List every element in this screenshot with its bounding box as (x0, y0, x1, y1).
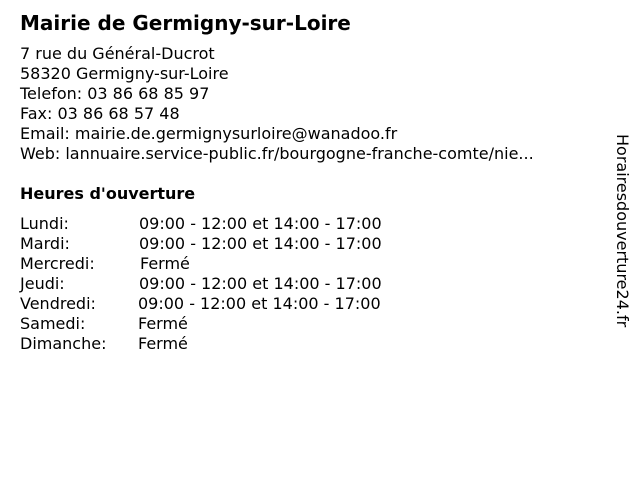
day-label: Dimanche: (20, 334, 107, 353)
site-watermark: Horairesdouverture24.fr (613, 134, 632, 328)
hours-value: 09:00 - 12:00 et 14:00 - 17:00 (139, 214, 382, 233)
phone-number: Telefon: 03 86 68 85 97 (20, 84, 210, 103)
city-address: 58320 Germigny-sur-Loire (20, 64, 229, 83)
day-label: Mardi: (20, 234, 70, 253)
fax-number: Fax: 03 86 68 57 48 (20, 104, 180, 123)
day-label: Jeudi: (20, 274, 65, 293)
opening-hours-heading: Heures d'ouverture (20, 184, 196, 203)
hours-value: Fermé (138, 334, 188, 353)
contact-info (20, 44, 534, 164)
website-link: Web: lannuaire.service-public.fr/bourgogne-franche-comte/nie... (20, 144, 534, 163)
hours-value: 09:00 - 12:00 et 14:00 - 17:00 (139, 274, 382, 293)
hours-value: Fermé (138, 314, 188, 333)
street-address: 7 rue du Général-Ducrot (20, 44, 215, 63)
day-label: Vendredi: (20, 294, 96, 313)
page-title: Mairie de Germigny-sur-Loire (20, 11, 351, 35)
day-label: Mercredi: (20, 254, 95, 273)
hours-value: Fermé (140, 254, 190, 273)
hours-value: 09:00 - 12:00 et 14:00 - 17:00 (139, 234, 382, 253)
email-address: Email: mairie.de.germignysurloire@wanadoo.fr (20, 124, 398, 143)
hours-value: 09:00 - 12:00 et 14:00 - 17:00 (138, 294, 381, 313)
day-label: Lundi: (20, 214, 69, 233)
day-label: Samedi: (20, 314, 86, 333)
